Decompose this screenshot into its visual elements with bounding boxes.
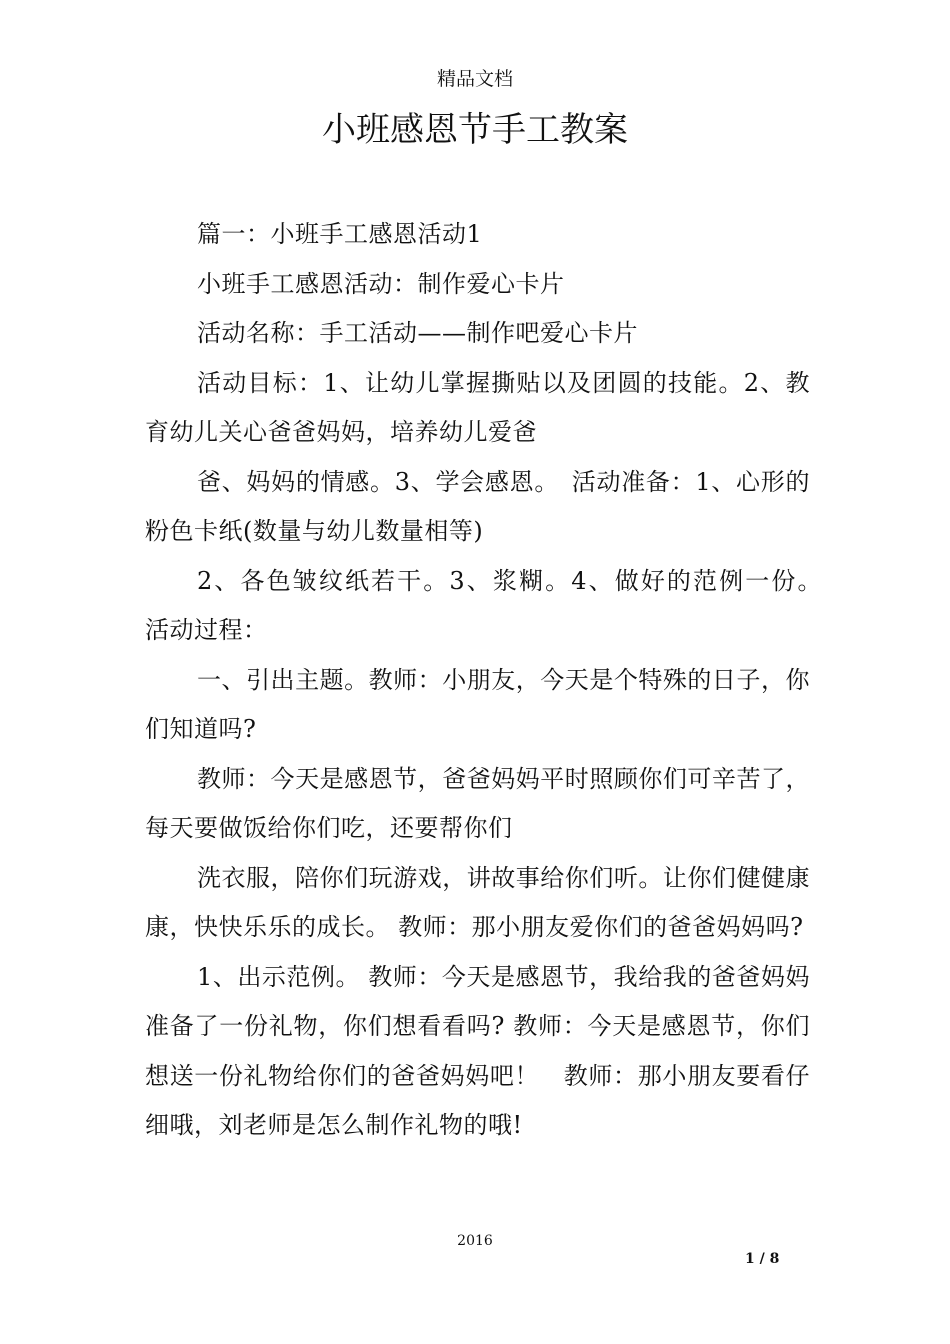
page-indicator: 1 / 8	[745, 1251, 780, 1267]
paragraph: 爸、妈妈的情感。3、学会感恩。 活动准备：1、心形的粉色卡纸(数量与幼儿数量相等)	[145, 467, 810, 545]
paragraph: 一、引出主题。教师：小朋友，今天是个特殊的日子，你们知道吗?	[145, 665, 810, 743]
paragraph: 小班手工感恩活动：制作爱心卡片	[197, 269, 565, 298]
paragraph: 教师：今天是感恩节，爸爸妈妈平时照顾你们可辛苦了，每天要做饭给你们吃，还要帮你们	[145, 764, 810, 842]
paragraph: 活动名称：手工活动——制作吧爱心卡片	[197, 319, 638, 347]
document-title: 小班感恩节手工教案	[322, 110, 628, 150]
paragraph: 洗衣服，陪你们玩游戏，讲故事给你们听。让你们健健康康，快快乐乐的成长。 教师：那小朋友爱你们的爸爸妈妈吗?	[145, 863, 810, 941]
paragraph: 2、各色皱纹纸若干。3、浆糊。4、做好的范例一份。 活动过程：	[145, 566, 835, 644]
paragraph: 1、出示范例。 教师：今天是感恩节，我给我的爸爸妈妈准备了一份礼物，你们想看看吗? 教师：今天是感恩节，你们想送一份礼物给你们的爸爸妈妈吧！ 教师：那小朋友要看仔细哦，刘老师是怎么制作礼物的哦!	[145, 962, 810, 1139]
header-label: 精品文档	[436, 68, 513, 90]
footer-year: 2016	[457, 1233, 493, 1249]
document-body	[145, 210, 835, 1151]
paragraph: 活动目标：1、让幼儿掌握撕贴以及团圆的技能。2、教育幼儿关心爸爸妈妈，培养幼儿爱爸	[145, 368, 810, 446]
paragraph: 篇一：小班手工感恩活动1	[197, 220, 483, 248]
